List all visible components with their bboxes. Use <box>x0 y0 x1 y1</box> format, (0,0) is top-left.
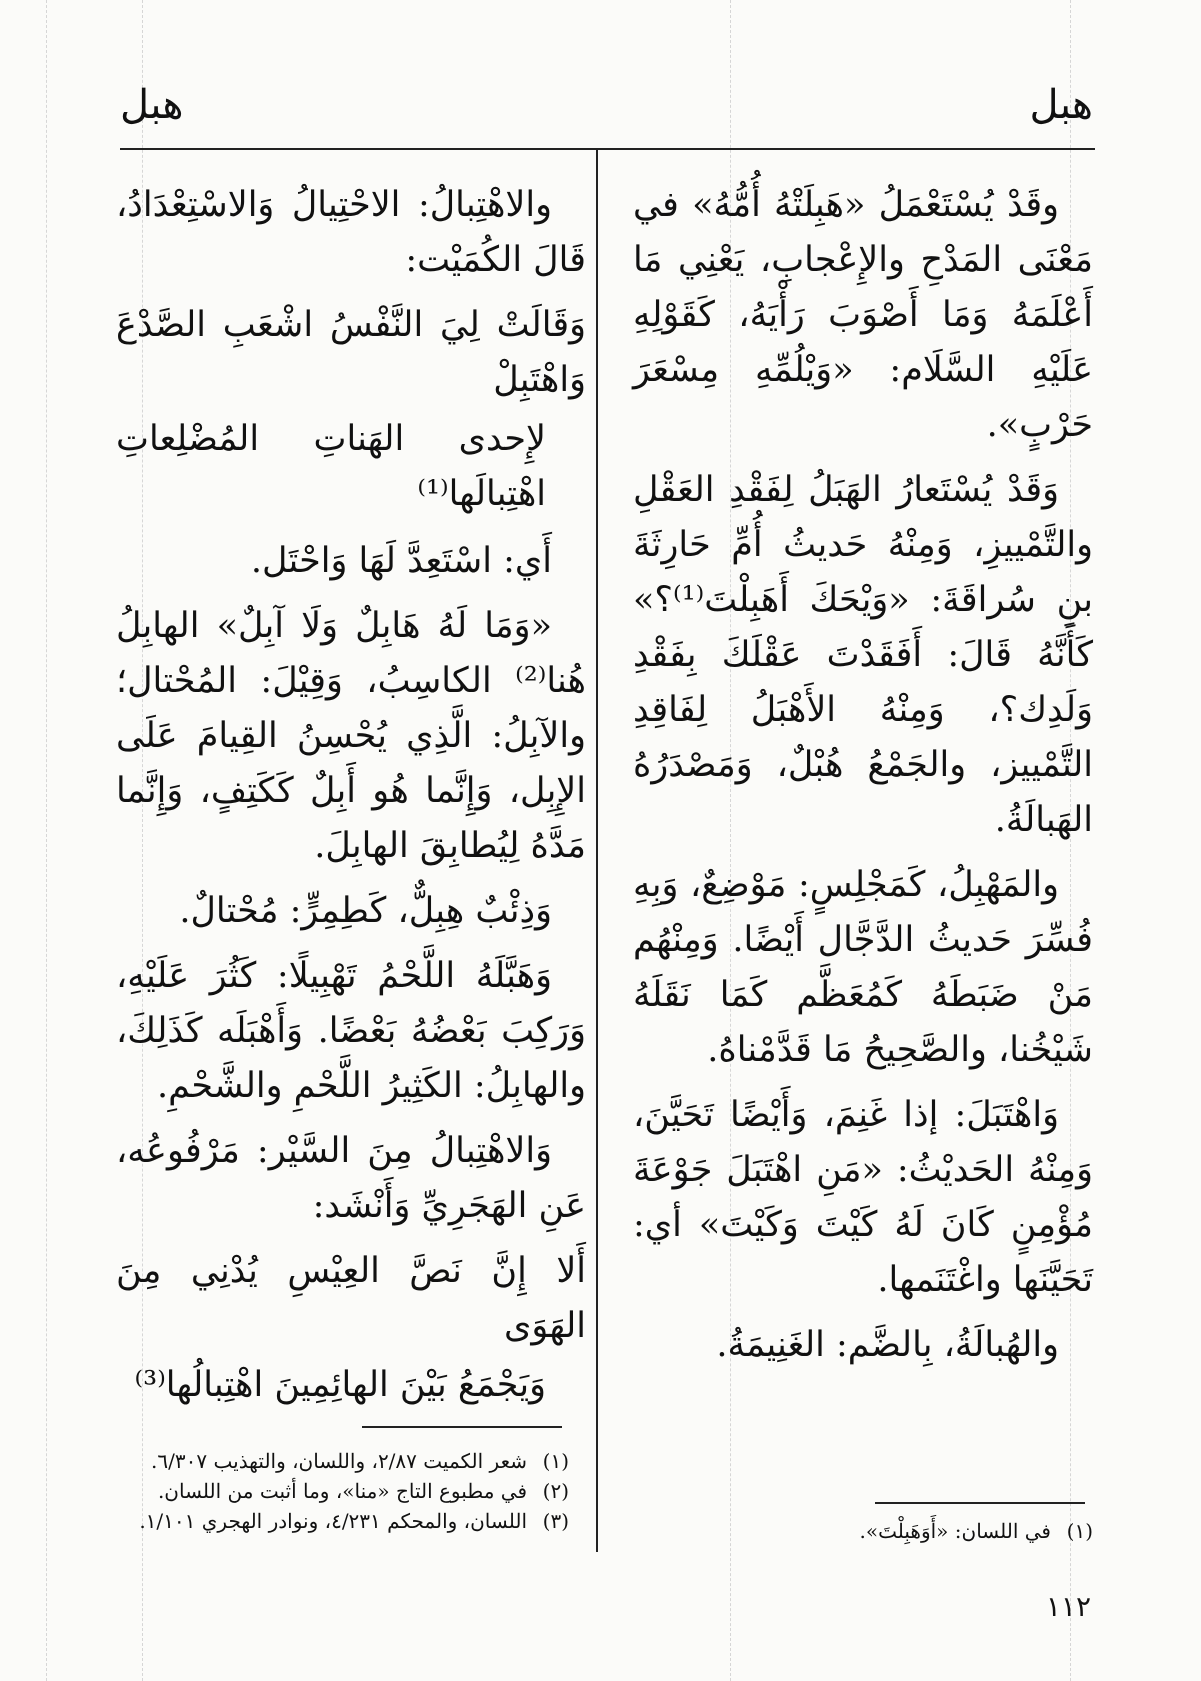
footnote <box>114 1476 569 1506</box>
paragraph: وَاهْتَبَلَ: إذا غَنِمَ، وَأَيْضًا تَحَيَّنَ، وَمِنْهُ الحَديْثُ: «مَنِ اهْتَبَلَ جَوْعَةَ مُؤْمِنٍ كَانَ لَهُ كَيْتَ وَكَيْتَ» أي: تَحَيَّنَها واغْتَنَمها. <box>633 1095 1093 1300</box>
scan-guide-line <box>46 0 47 1681</box>
footnote-text: في اللسان: «أَوَهَبِلْتَ». <box>859 1519 1051 1543</box>
column-divider <box>596 150 598 1552</box>
header-rule <box>120 148 1095 150</box>
paragraph: وَذِئْبٌ هِبِلٌّ، كَطِمِرٍّ: مُحْتالٌ. <box>179 891 552 931</box>
footnote-rule <box>362 1426 562 1428</box>
verse-line: وَقَالَتْ لِيَ النَّفْسُ اشْعَبِ الصَّدْعَ وَاهْتَبِلْ <box>116 305 586 400</box>
footnote-rule <box>875 1502 1085 1504</box>
page-number: ١١٢ <box>1045 1590 1091 1623</box>
footnote-text: شعر الكميت ٢/٨٧، واللسان، والتهذيب ٦/٣٠٧. <box>151 1449 527 1473</box>
verse-line: أَلا إِنَّ نَصَّ العِيْسِ يُدْنِي مِنَ الهَوَى <box>116 1251 586 1346</box>
footnote-number: (٣) <box>542 1509 569 1533</box>
footnote-text: في مطبوع التاج «منا»، وما أثبت من اللسان. <box>157 1479 527 1503</box>
footnote-number: (٢) <box>542 1479 569 1503</box>
paragraph: وَقَدْ يُسْتَعارُ الهَبَلُ لِفَقْدِ العَقْلِ والتَّمْييزِ، وَمِنْهُ حَديثُ أُمِّ حَارِثَةَ بنِ سُراقَةَ: «وَيْحَكَ أَهَبِلْتَ⁽¹⁾؟» كَأَنَّهُ قَالَ: أَفَقَدْتَ عَقْلَكَ بِفَقْدِ وَلَدِك؟، وَمِنْهُ الأَهْبَلُ لِفَاقِدِ التَّمْييز، والجَمْعُ هُبْلٌ، وَمَصْدَرُهُ الهَبالَةُ. <box>633 470 1093 840</box>
running-header-right: هبل <box>1029 82 1093 128</box>
right-column <box>633 178 1093 1383</box>
footnote <box>114 1506 569 1536</box>
paragraph: «وَمَا لَهُ هَابِلٌ وَلَا آبِلٌ» الهابِلُ هُنا⁽²⁾ الكاسِبُ، وَقِيْلَ: المُحْتال؛ والآبِلُ: الَّذِي يُحْسِنُ القِيامَ عَلَى الإِبِل، وَإِنَّما هُو أَبِلٌ كَكَتِفٍ، وَإِنَّما مَدَّهُ لِيُطابِقَ الهابِلَ. <box>116 606 586 866</box>
footnote <box>633 1516 1093 1546</box>
paragraph: والاهْتِبالُ: الاحْتِيالُ وَالاسْتِعْدَادُ، قَالَ الكُمَيْت: <box>116 185 586 280</box>
footnote <box>114 1446 569 1476</box>
footnote-number: (١) <box>542 1449 569 1473</box>
footnotes-left <box>114 1446 569 1536</box>
paragraph: وقَدْ يُسْتَعْمَلُ «هَبِلَتْهُ أُمُّهُ» في مَعْنَى المَدْحِ والإِعْجابِ، يَعْنِي مَا أَعْلَمَهُ وَمَا أَصْوَبَ رَأْيَهُ، كَقَوْلِهِ عَلَيْهِ السَّلَام: «وَيْلُمِّهِ مِسْعَرَ حَرْبٍ». <box>633 185 1093 445</box>
paragraph: وَهَبَّلَهُ اللَّحْمُ تَهْبِيلًا: كَثُرَ عَلَيْهِ، وَرَكِبَ بَعْضُهُ بَعْضًا. وَأَهْبَلَه كَذَلِكَ، والهابِلُ: الكَثِيرُ اللَّحْمِ والشَّحْمِ. <box>116 956 586 1106</box>
paragraph: والمَهْبِلُ، كَمَجْلِسٍ: مَوْضِعٌ، وَبِهِ فُسِّرَ حَديثُ الدَّجَّال أَيْضًا. وَمِنْهُم مَنْ ضَبَطَهُ كَمُعَظَّم كَمَا نَقَلَهُ شَيْخُنا، والصَّحِيحُ مَا قَدَّمْناهُ. <box>633 865 1093 1070</box>
footnote-number: (١) <box>1066 1519 1093 1543</box>
left-column <box>116 178 586 1425</box>
paragraph: أَي: اسْتَعِدَّ لَهَا وَاحْتَل. <box>250 541 552 581</box>
paragraph: والهُبالَةُ، بِالضَّم: الغَنِيمَةُ. <box>716 1325 1059 1365</box>
running-header-left: هبل <box>120 82 184 128</box>
footnote-text: اللسان، والمحكم ٤/٢٣١، ونوادر الهجري ١/١٠١. <box>139 1509 527 1533</box>
footnotes-right <box>633 1516 1093 1546</box>
paragraph: وَالاهْتِبالُ مِنَ السَّيْر: مَرْفُوعُه، عَنِ الهَجَرِيِّ وَأَنْشَد: <box>116 1131 586 1226</box>
verse-line: وَيَجْمَعُ بَيْنَ الهائِمِينَ اهْتِبالُها⁽³⁾ <box>134 1365 546 1405</box>
verse-line: لإِحدى الهَناتِ المُضْلِعاتِ اهْتِبالَها⁽¹⁾ <box>116 419 546 514</box>
